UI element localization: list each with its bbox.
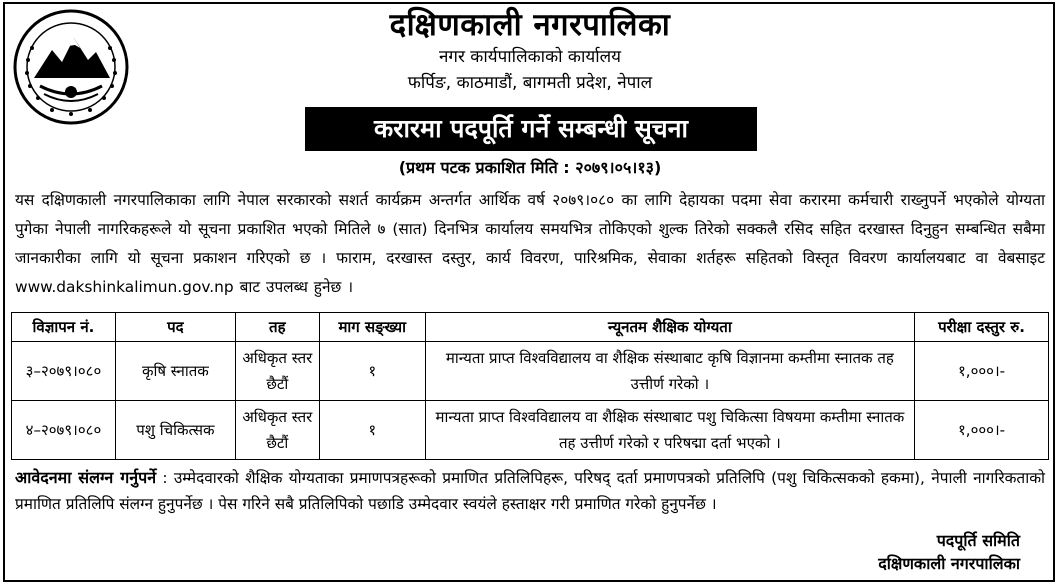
header-qualification: न्यूनतम शैक्षिक योग्यता [425,313,914,342]
header-fee: परीक्षा दस्तुर रु. [915,313,1049,342]
header-post: पद [115,313,235,342]
header-level: तह [235,313,319,342]
header-count: माग सङ्ख्या [319,313,425,342]
office-name: नगर कार्यपालिकाको कार्यालय [438,47,622,67]
cell-adv-no: ३–२०७९।०८० [12,342,116,401]
publish-date: (प्रथम पटक प्रकाशित मिति : २०७९।०५।१३) [398,158,662,177]
table-row [12,342,1049,401]
office-address: फर्पिङ, काठमाडौं, बागमती प्रदेश, नेपाल [407,73,653,93]
notice-title: करारमा पदपूर्ति गर्ने सम्बन्धी सूचना [305,107,757,151]
signature-org: दक्षिणकाली नगरपालिका [878,554,1020,573]
vacancy-table [11,312,1049,460]
cell-count: १ [319,342,425,401]
table-header-row [12,313,1049,342]
table-row [12,401,1049,460]
annex-text: : उम्मेदवारको शैक्षिक योग्यताका प्रमाणपत्रहरूको प्रमाणित प्रतिलिपिहरू, परिषद् दर्ता प्रमाणपत्रको प्रतिलिपि (पशु चिकित्सकको हकमा), नेपाली नागरिकताको प्रमाणित प्रतिलिपि संलग्न हुनुपर्नेछ । पेस गरिने सबै प्रतिलिपिको पछाडि उम्मेदवार स्वयंले हस्ताक्षर गरी प्रमाणित गरेको हुनुपर्नेछ । [15,469,1045,513]
cell-level: अधिकृत स्तर छैटौं [235,401,319,460]
header-adv-no: विज्ञापन नं. [12,313,116,342]
cell-post: पशु चिकित्सक [115,401,235,460]
cell-post: कृषि स्नातक [115,342,235,401]
intro-paragraph: यस दक्षिणकाली नगरपालिकाका लागि नेपाल सरकारको सशर्त कार्यक्रम अन्तर्गत आर्थिक वर्ष २०७९।०८० का लागि देहायका पदमा सेवा करारमा कर्मचारी राख्नुपर्ने भएकोले योग्यता पुगेका नेपाली नागरिकहरूले यो सूचना प्रकाशित भएको मितिले ७ (सात) दिनभित्र कार्यालय समयभित्र तोकिएको शुल्क तिरेको सक्कलै रसिद सहित दरखास्त दिनुहुन सम्बन्धित सबैमा जानकारीका लागि यो सूचना प्रकाशन गरिएको छ । फाराम, दरखास्त दस्तुर, कार्य विवरण, पारिश्रमिक, सेवाका शर्तहरू सहितको विस्तृत विवरण कार्यालयबाट वा वेबसाइट www.dakshinkalimun.gov.np बाट उपलब्ध हुनेछ । [15,191,1045,296]
signature-committee: पदपूर्ति समिति [936,531,1020,550]
cell-fee: १,०००।- [915,401,1049,460]
cell-count: १ [319,401,425,460]
cell-level: अधिकृत स्तर छैटौं [235,342,319,401]
cell-qualification: मान्यता प्राप्त विश्वविद्यालय वा शैक्षिक संस्थाबाट पशु चिकित्सा विषयमा कम्तीमा स्नातक तह उत्तीर्ण गरेको र परिषद्मा दर्ता भएको । [425,401,914,460]
cell-qualification: मान्यता प्राप्त विश्वविद्यालय वा शैक्षिक संस्थाबाट कृषि विज्ञानमा कम्तीमा स्नातक तह उत्तीर्ण गरेको । [425,342,914,401]
cell-fee: १,०००।- [915,342,1049,401]
annex-paragraph [15,465,1045,517]
org-name: दक्षिणकाली नगरपालिका [389,7,671,43]
cell-adv-no: ४–२०७९।०८० [12,401,116,460]
annex-label: आवेदनमा संलग्न गर्नुपर्ने [15,468,157,487]
